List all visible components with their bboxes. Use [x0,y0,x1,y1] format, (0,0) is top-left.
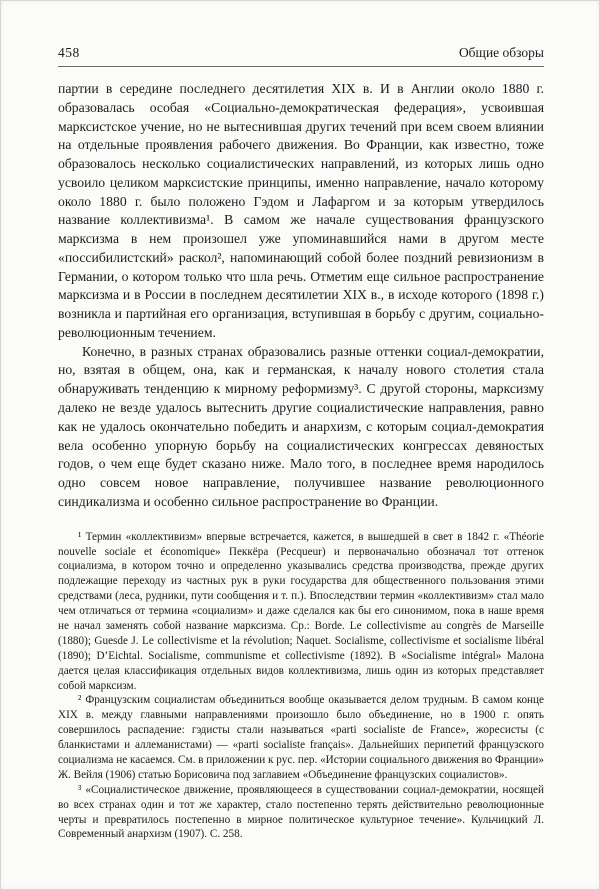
running-title: Общие обзоры [458,45,544,60]
footnote: ¹ Термин «коллективизм» впервые встречается, кажется, в вышедшей в свет в 1842 г. «Théorie nouvelle sociale et économique» Пеккёра (Pecqueur) и первоначально обозначал тот оттенок социализма, в котором точно и определенно указывались средства производства, прежде других подлежащие переходу из частных рук в руки государства для общественного пользования этими средствами (леса, рудники, пути сообщения и т. п.). Впоследствии термин «коллективизм» стал мало чем отличаться от термина «социализм» и даже сделался как бы его синонимом, пока в наше время не начал заменять собой название марксизма. Ср.: Borde. Le collectivisme au congrès de Marseille (1880); Guesde J. Le collectivisme et la révolution; Naquet. Socialisme, collectivisme et socialisme libéral (1890); D’Eichtal. Socialisme, communisme et collectivisme (1892). В «Socialisme intégral» Малона дается целая классификация отдельных видов коллективизма, лишь один из которых представляет собой марксизм. [58,530,544,692]
body-paragraph: партии в середине последнего десятилетия XIX в. И в Англии около 1880 г. образовалась особая «Социально-демократическая федерация», усвоившая марксистское учение, но не вытеснившая других течений при всем своем влиянии на отдельные проявления рабочего движения. Во Франции, как известно, тоже образовалось несколько социалистических направлений, из которых лишь одно усвоило целиком марксистские принципы, именно направление, начало которому около 1880 г. было положено Гэдом и Лафаргом и за которым утвердилось название коллективизма¹. В самом же начале существования французского марксизма в нем произошел уже упоминавшийся нами в другом месте «поссибилистский» раскол², напоминающий собой более поздний ревизионизм в Германии, о котором только что шла речь. Отметим еще сильное распространение марксизма и в России в последнем десятилетии XIX в., в исходе которого (1898 г.) возникла и партийная его организация, вступившая в борьбу с другим, социально-революционным течением. [58,81,544,340]
body-text [58,80,544,512]
page-header [58,45,544,67]
page-number: 458 [58,45,80,60]
body-paragraph: Конечно, в разных странах образовались разные оттенки социал-демократии, но, взятая в общем, она, как и германская, к началу нового столетия стала обнаруживать тенденцию к мирному реформизму³. С другой стороны, марксизму далеко не везде удалось вытеснить другие социалистические направления, равно как не удалось окончательно победить и анархизм, с которым социал-демократия вела особенно упорную борьбу на социалистических конгрессах девяностых годов, о чем еще будет сказано ниже. Мало того, в последнее время народилось одно совсем новое направление, получившее название революционного синдикализма и особенно сильное распространение во Франции. [58,343,544,509]
footnotes-section [58,530,544,843]
footnote: ³ «Социалистическое движение, проявляющееся в существовании социал-демократии, носящей во всех странах один и тот же характер, стало постепенно терять действительно революционные черты и превратилось постепенно в мирное политическое культурное течение». Кульчицкий Л. Современный анархизм (1907). С. 258. [58,783,544,841]
footnote: ² Французским социалистам объединиться вообще оказывается делом трудным. В самом конце XIX в. между главными направлениями произошло было объединение, но в 1900 г. опять совершилось распадение: гэдисты стали называться «parti socialiste de France», жоресисты (с бланкистами и аллеманистами) — «parti socialiste français». Дальнейших перипетий французского социализма не касаемся. См. в приложении к рус. пер. «Истории социального движения во Франции» Ж. Вейля (1906) статью Борисовича под заглавием «Объединение французских социалистов». [58,694,544,781]
